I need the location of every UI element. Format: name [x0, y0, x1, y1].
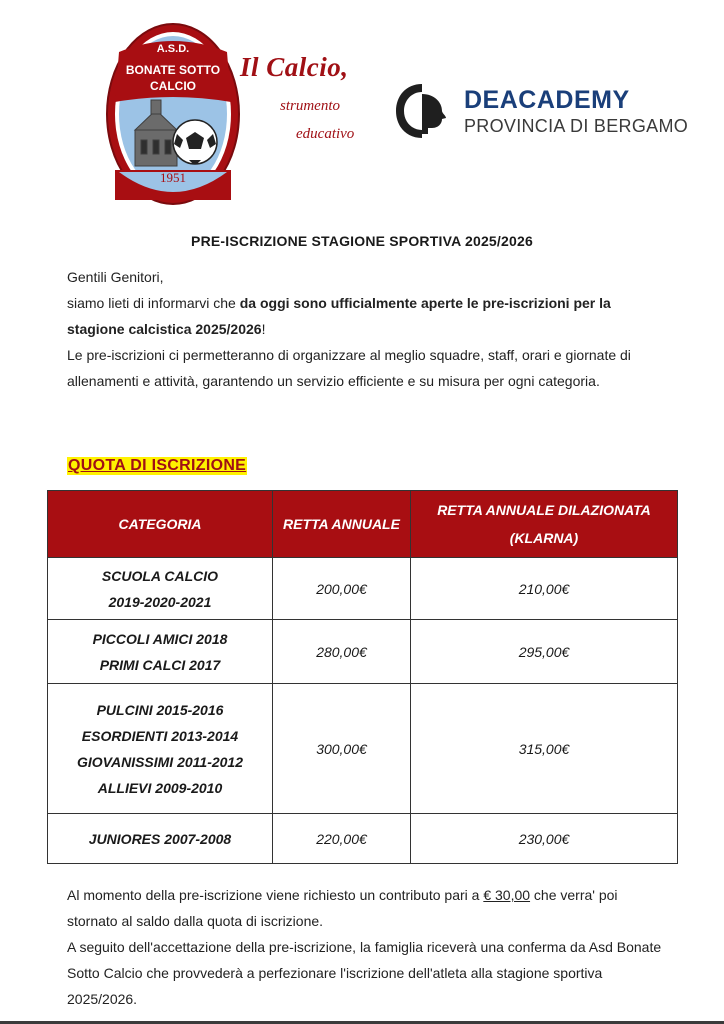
category-line: ESORDIENTI 2013-2014	[81, 727, 239, 744]
intro-paragraph: Le pre-iscrizioni ci permetteranno di organizzare al meglio squadre, staff, orari e giornate di allenamenti e attività, garantendo un servizio efficiente e su misura per ogni categoria.	[67, 347, 631, 389]
klarna-fee: 210,00€	[411, 558, 678, 620]
category-cell	[48, 620, 273, 684]
table-row	[48, 558, 678, 620]
klarna-fee: 295,00€	[411, 620, 678, 684]
motto-line1: Il Calcio,	[240, 52, 349, 82]
football-icon	[173, 120, 217, 164]
partner-subtitle: PROVINCIA DI BERGAMO	[464, 116, 689, 136]
category-line: ALLIEVI 2009-2010	[97, 779, 223, 796]
category-line: PULCINI 2015-2016	[96, 701, 224, 718]
greeting: Gentili Genitori,	[67, 269, 164, 285]
annual-fee: 220,00€	[273, 814, 411, 864]
deacademy-logo	[392, 78, 689, 148]
document-title: PRE-ISCRIZIONE STAGIONE SPORTIVA 2025/2026	[191, 233, 533, 249]
section-heading: QUOTA DI ISCRIZIONE	[68, 457, 247, 474]
header-retta-annuale: RETTA ANNUALE	[273, 491, 411, 558]
category-cell	[48, 558, 273, 620]
deposit-text-b: che verra' poi stornato al saldo dalla quota di iscrizione.	[67, 887, 618, 929]
announcement	[67, 290, 667, 342]
header-categoria: CATEGORIA	[48, 491, 273, 558]
klarna-fee: 315,00€	[411, 684, 678, 814]
crest-name-line1: BONATE SOTTO	[125, 63, 221, 77]
closing-text	[67, 882, 667, 1012]
klarna-fee: 230,00€	[411, 814, 678, 864]
club-motto	[240, 52, 380, 162]
category-line: 2019-2020-2021	[108, 593, 212, 610]
fees-table	[47, 490, 678, 864]
table-row	[48, 684, 678, 814]
crest-name-line2: CALCIO	[150, 79, 196, 93]
club-crest-logo	[105, 22, 241, 206]
crest-year: 1951	[160, 170, 186, 185]
motto-line2: strumento	[280, 98, 340, 114]
category-cell	[48, 684, 273, 814]
table-row	[48, 620, 678, 684]
category-line: JUNIORES 2007-2008	[88, 830, 232, 847]
category-line: SCUOLA CALCIO	[101, 567, 219, 584]
announcement-plain: siamo lieti di informarvi che	[67, 295, 240, 311]
category-line: PRIMI CALCI 2017	[99, 656, 221, 673]
table-header-row	[48, 491, 678, 558]
announcement-bold: da oggi sono ufficialmente aperte le pre-iscrizioni per la stagione calcistica 2025/2026	[67, 295, 611, 337]
header-retta-klarna: RETTA ANNUALE DILAZIONATA (KLARNA)	[411, 491, 678, 558]
partner-title: DEACADEMY	[464, 86, 630, 114]
intro-text	[67, 264, 667, 394]
annual-fee: 200,00€	[273, 558, 411, 620]
category-cell	[48, 814, 273, 864]
category-line: PICCOLI AMICI 2018	[92, 630, 228, 647]
annual-fee: 280,00€	[273, 620, 411, 684]
crest-top-text: A.S.D.	[156, 43, 190, 55]
category-line: GIOVANISSIMI 2011-2012	[77, 753, 243, 770]
announcement-end: !	[261, 321, 266, 337]
deposit-text-a: Al momento della pre-iscrizione viene richiesto un contributo pari a	[67, 887, 484, 903]
confirmation-paragraph: A seguito dell'accettazione della pre-iscrizione, la famiglia riceverà una conferma da Asd Bonate Sotto Calcio che provvederà a perfezionare l'iscrizione dell'atleta alla stagione sportiva 2025/2026.	[67, 939, 662, 1007]
annual-fee: 300,00€	[273, 684, 411, 814]
deposit-amount: € 30,00	[483, 887, 531, 903]
motto-line3: educativo	[296, 126, 355, 142]
deposit-paragraph	[67, 882, 667, 934]
head-profile-icon	[392, 80, 454, 142]
table-row	[48, 814, 678, 864]
